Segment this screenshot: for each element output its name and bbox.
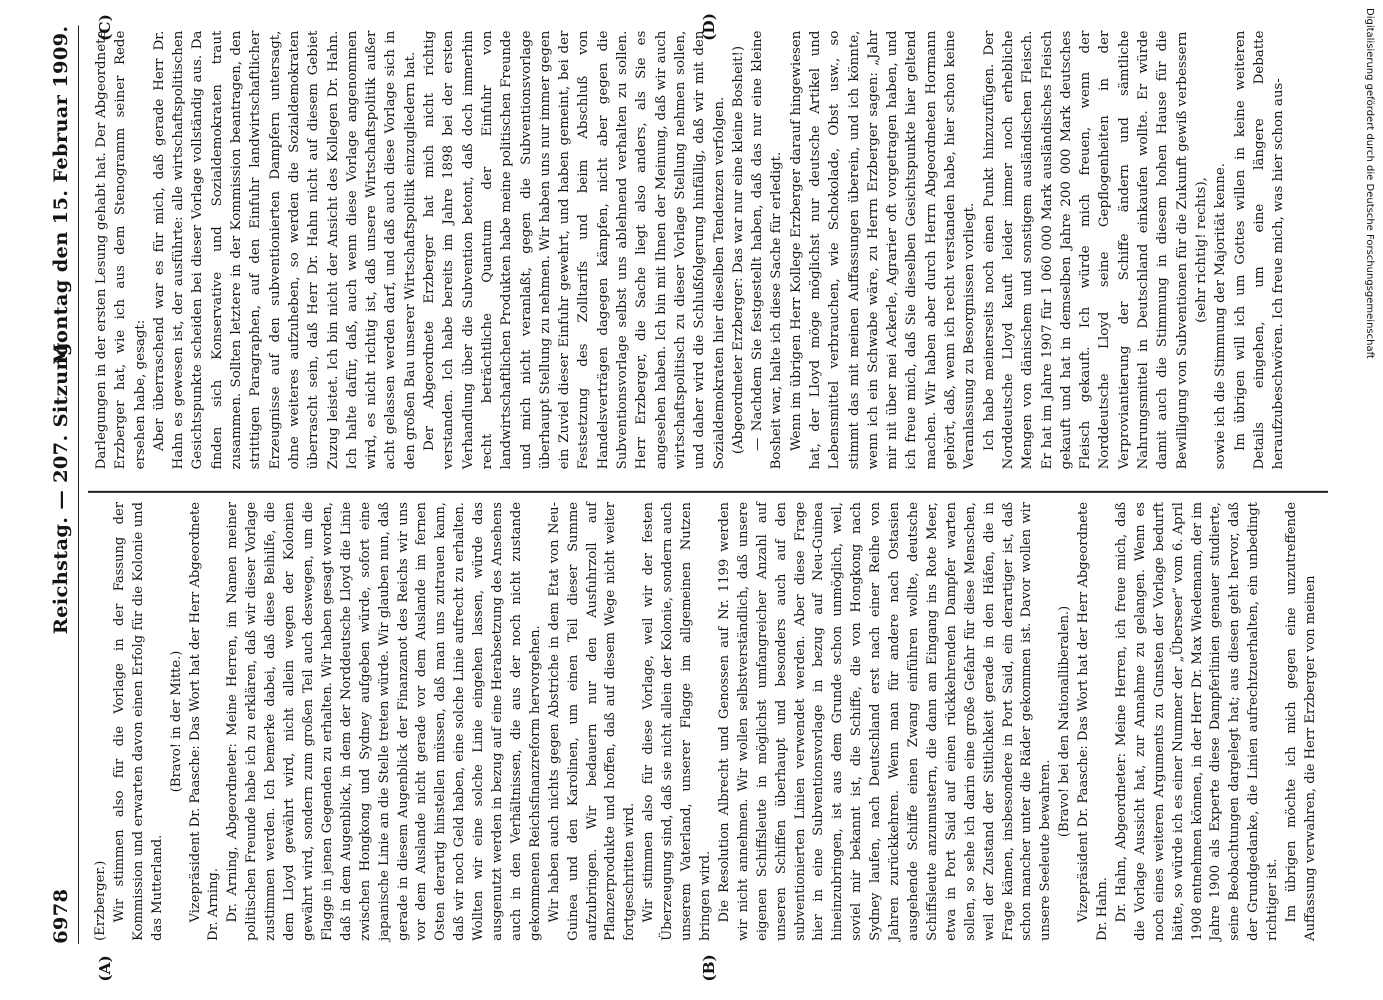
paragraph: (Abgeordneter Erzberger: Das war nur eine kleine Bosheit!) bbox=[730, 45, 746, 455]
paragraph: (sehr richtig! rechts), bbox=[1193, 177, 1209, 323]
paragraph: Die Resolution Albrecht und Genossen auf Nr. 1199 werden wir nicht annehmen. Wir wollen selbstverständlich, daß unsere eigenen Schiffsleute in möglichst umfangreicher Anzahl auf unseren Schiffen überhaupt und besonders auch auf den subventionierten Linien verwendet werden. Aber diese Frage hier in eine Subventionsvorlage in bezug auf Neu-Guinea hineinzubringen, ist aus dem Grunde schon unmöglich, weil, soviel mir bekannt ist, die Schiffe, die von Hongkong nach Sydney laufen, nach Deutschland erst nach einer Reihe von Jahren zurückkehren. Wenn man für andere nach Ostasien ausgehende Schiffe einen Zwang einführen wollte, deutsche Schiffsleute anzumustern, die dann am Eingang ins Rote Meer, etwa in Port Said auf einen rückkehrenden Dampfer warten sollen, so sehe ich darin eine große Gefahr für diese Menschen, weil der Zustand der Sittlichkeit gerade in den Häfen, die in Frage kämen, insbesondere in Port Said, ein derartiger ist, daß schon mancher unter die Räder gekommen ist. Davor wollen wir unsere Seeleute bewahren. bbox=[716, 502, 1054, 941]
column-divider bbox=[88, 491, 1328, 493]
page-header bbox=[48, 26, 79, 944]
marker-d: (D) bbox=[700, 13, 718, 41]
paragraph: Wir stimmen also für die Vorlage in der Fassung der Kommission und erwarten davon einen Erfolg für die Kolonie und das Mutterland. bbox=[111, 502, 165, 941]
paragraph: Vizepräsident Dr. Paasche: Das Wort hat der Herr Abgeordnete Dr. Arning. bbox=[187, 502, 222, 941]
paragraph: (Bravo! in der Mitte.) bbox=[168, 650, 184, 793]
marker-c: (C) bbox=[96, 14, 114, 41]
paragraph: (Erzberger.) bbox=[93, 860, 108, 941]
paragraph: Aber überraschend war es für mich, daß gerade Herr Dr. Hahn es gewesen ist, der ausführte: alle wirtschaftspolitischen Gesichtspunkte scheiden bei dieser Vorlage vollständig aus. Da finden sich Konservative und Sozialdemokraten traut zusammen. Sollten letztere in der Kommission beantragen, den strittigen Paragraphen, auf den Einfuhr landwirtschaftlicher Erzeugnisse auf den subventionierten Dampfern untersagt, ohne weiteres aufzuheben, so werden die Sozialdemokraten überrascht sein, daß Herr Dr. Hahn nicht auf diesem Gebiet Zuzug leistet. Ich bin nicht der Ansicht des Kollegen Dr. Hahn. Ich halte dafür, daß, auch wenn diese Vorlage angenommen wird, es nicht richtig ist, daß unsere Wirtschaftspolitik außer acht gelassen werden darf, und daß auch diese Vorlage sich in den großen Bau unserer Wirtschaftspolitik einzugliedern hat. bbox=[151, 30, 418, 470]
paragraph: sowie ich die Stimmung der Majorität kenne. bbox=[1213, 162, 1229, 470]
paragraph: Wir haben auch nichts gegen Abstriche in dem Etat von Neu-Guinea und den Karolinen, um einen Teil dieser Summe aufzubringen. Wir bedauern nur den Ausfuhrzoll auf Pflanzerprodukte und hoffen, daß auf diesem Wege nicht weiter fortgeschritten wird. bbox=[546, 502, 638, 941]
session-title: Reichstag. — 207. Sitzung. bbox=[50, 335, 72, 635]
marker-b: (B) bbox=[700, 954, 718, 982]
paragraph: — Nachdem Sie festgestellt haben, daß das nur eine kleine Bosheit war, halte ich diese Sache für erledigt. bbox=[750, 30, 785, 470]
right-column bbox=[92, 31, 1288, 470]
session-date: Montag den 15. Februar 1909. bbox=[50, 25, 72, 365]
paragraph: Dr. Hahn, Abgeordneter: Meine Herren, ich freue mich, daß die Vorlage Aussicht hat, zur Annahme zu gelangen. Wenn es noch eines weiteren Arguments zu Gunsten der Vorlage bedurft hätte, so würde ich es einer Nummer der „Überseer“ vom 6. April 1908 entnehmen können, in der Herr Dr. Max Wiedemann, der im Jahre 1900 als Experte diese Dampferlinien genauer studierte, seine Beobachtungen dargelegt hat; aus diesen geht hervor, daß der Grundgedanke, die Linien aufrechtzuerhalten, ein unbedingt richtiger ist. bbox=[1113, 502, 1281, 941]
paragraph: Der Abgeordnete Erzberger hat mich nicht richtig verstanden. Ich habe bereits im Jahre 1898 bei der ersten Verhandlung über die Subvention betont, daß doch immerhin recht beträchtliche Quantum der Einfuhr von landwirtschaftlichen Produkten habe meine politischen Freunde und mich nicht veranlaßt, gegen die Subventionsvorlage überhaupt Stellung zu nehmen. Wir haben uns nur immer gegen ein Zuviel dieser Einfuhr gewehrt, und haben gemeint, bei der Festsetzung des Zolltarifs und beim Abschluß von Handelsverträgen dagegen kämpfen, nicht aber gegen die Subventionsvorlage selbst uns ablehnend verhalten zu sollen. Herr Erzberger, die Sache liegt also anders, als Sie es angesehen haben. Ich bin mit Ihnen der Meinung, daß wir auch wirtschaftspolitisch zu dieser Vorlage Stellung nehmen sollen, und daher wird die Schlußfolgerung hinfällig, daß wir mit den Sozialdemokraten hier dieselben Tendenzen verfolgen. bbox=[422, 30, 727, 470]
paragraph: Ich habe meinerseits noch einen Punkt hinzuzufügen. Der Norddeutsche Lloyd kauft leider immer noch erhebliche Mengen von dänischem und sonstigem ausländischen Fleisch. Er hat im Jahre 1907 für 1 060 000 Mark ausländisches Fleisch gekauft und hat in demselben Jahre 200 000 Mark deutsches Fleisch gekauft. Ich würde mich freuen, wenn der Norddeutsche Lloyd seine Gepflogenheiten in der Verproviantierung der Schiffe ändern und sämtliche Nahrungsmittel in Deutschland einkaufen wollte. Er würde damit auch die Stimmung in diesem hohen Hause für die Bewilligung von Subventionen für die Zukunft gewiß verbessern bbox=[981, 30, 1190, 470]
paragraph: Im übrigen möchte ich mich gegen eine unzutreffende Auffassung verwahren, die Herr Erzberger von meinen bbox=[1284, 502, 1318, 941]
marker-a: (A) bbox=[96, 955, 114, 982]
paragraph: (Bravo! bei den Nationalliberalen.) bbox=[1057, 605, 1073, 838]
left-column bbox=[92, 502, 1321, 941]
page-number: 6978 bbox=[50, 888, 72, 944]
paragraph: Im übrigen will ich um Gottes willen in keine weiteren Details eingehen, um eine längere Debatte heraufzubeschwören. Ich freue mich, was hier schon aus- bbox=[1232, 30, 1287, 470]
digitization-credit: Digitalisierung gefördert durch die Deutsche Forschungsgemeinschaft bbox=[1364, 8, 1375, 359]
paragraph: Dr. Arning, Abgeordneter: Meine Herren, im Namen meiner politischen Freunde habe ich zu erklären, daß wir dieser Vorlage zustimmen werden. Ich bemerke dabei, daß diese Beihilfe, die dem Lloyd gewährt wird, nicht allein wegen der Kolonien gewährt wird, sondern zum großen Teil auch deswegen, um die Flagge in jenen Gegenden zu erhalten. Wir haben gesagt worden, daß in dem Augenblick, in dem der Norddeutsche Lloyd die Linie zwischen Hongkong und Sydney aufgeben würde, sofort eine japanische Linie an die Stelle treten würde. Wir glauben nun, daß gerade in diesem Augenblick der Finanzanot des Reichs wir uns vor dem Auslande nicht gerade vor dem Auslande im fernen Osten derartig hinstellen müssen, daß man uns zutrauen kann, daß wir noch Geld haben, eine solche Linie aufrecht zu erhalten. Wollten wir eine solche Linie eingehen lassen, würde das ausgenutzt werden in bezug auf eine Herabsetzung des Ansehens auch in den Verhältnissen, die aus der noch nicht zustande gekommenen Reichsfinanzreform hervorgehen. bbox=[225, 502, 543, 941]
paragraph: Vizepräsident Dr. Paasche: Das Wort hat der Herr Abgeordnete Dr. Hahn. bbox=[1076, 502, 1111, 941]
paragraph: Darlegungen in der ersten Lesung gehabt hat. Der Abgeordnete Erzberger hat, wie ich aus dem Stenogramm seiner Rede ersehen habe, gesagt: bbox=[94, 30, 148, 470]
paragraph: Wir stimmen also für diese Vorlage, weil wir der festen Überzeugung sind, daß sie nicht allein der Kolonie, sondern auch unserem Vaterland, unserer Flagge im allgemeinen Nutzen bringen wird. bbox=[641, 502, 713, 941]
paragraph: Wenn im übrigen Herr Kollege Erzberger darauf hingewiesen hat, der Lloyd möge möglichst nur deutsche Artikel und Lebensmittel verbrauchen, wie Schokolade, Obst usw., so stimmt das mit meinen Auffassungen überein, und ich könnte, wenn ich ein Schwabe wäre, zu Herrn Erzberger sagen: „Jahr mir nit über mei Ackerle, Agrarier oft vorgetragen haben, und ich freue mich, daß Sie dieselben Gesichtspunkte hier geltend machen. Wir haben aber durch Herrn Abgeordneten Hormann gehört, daß, wenn ich recht verstanden habe, hier schon keine Veranlassung zu Besorgnissen vorliegt. bbox=[788, 30, 978, 470]
